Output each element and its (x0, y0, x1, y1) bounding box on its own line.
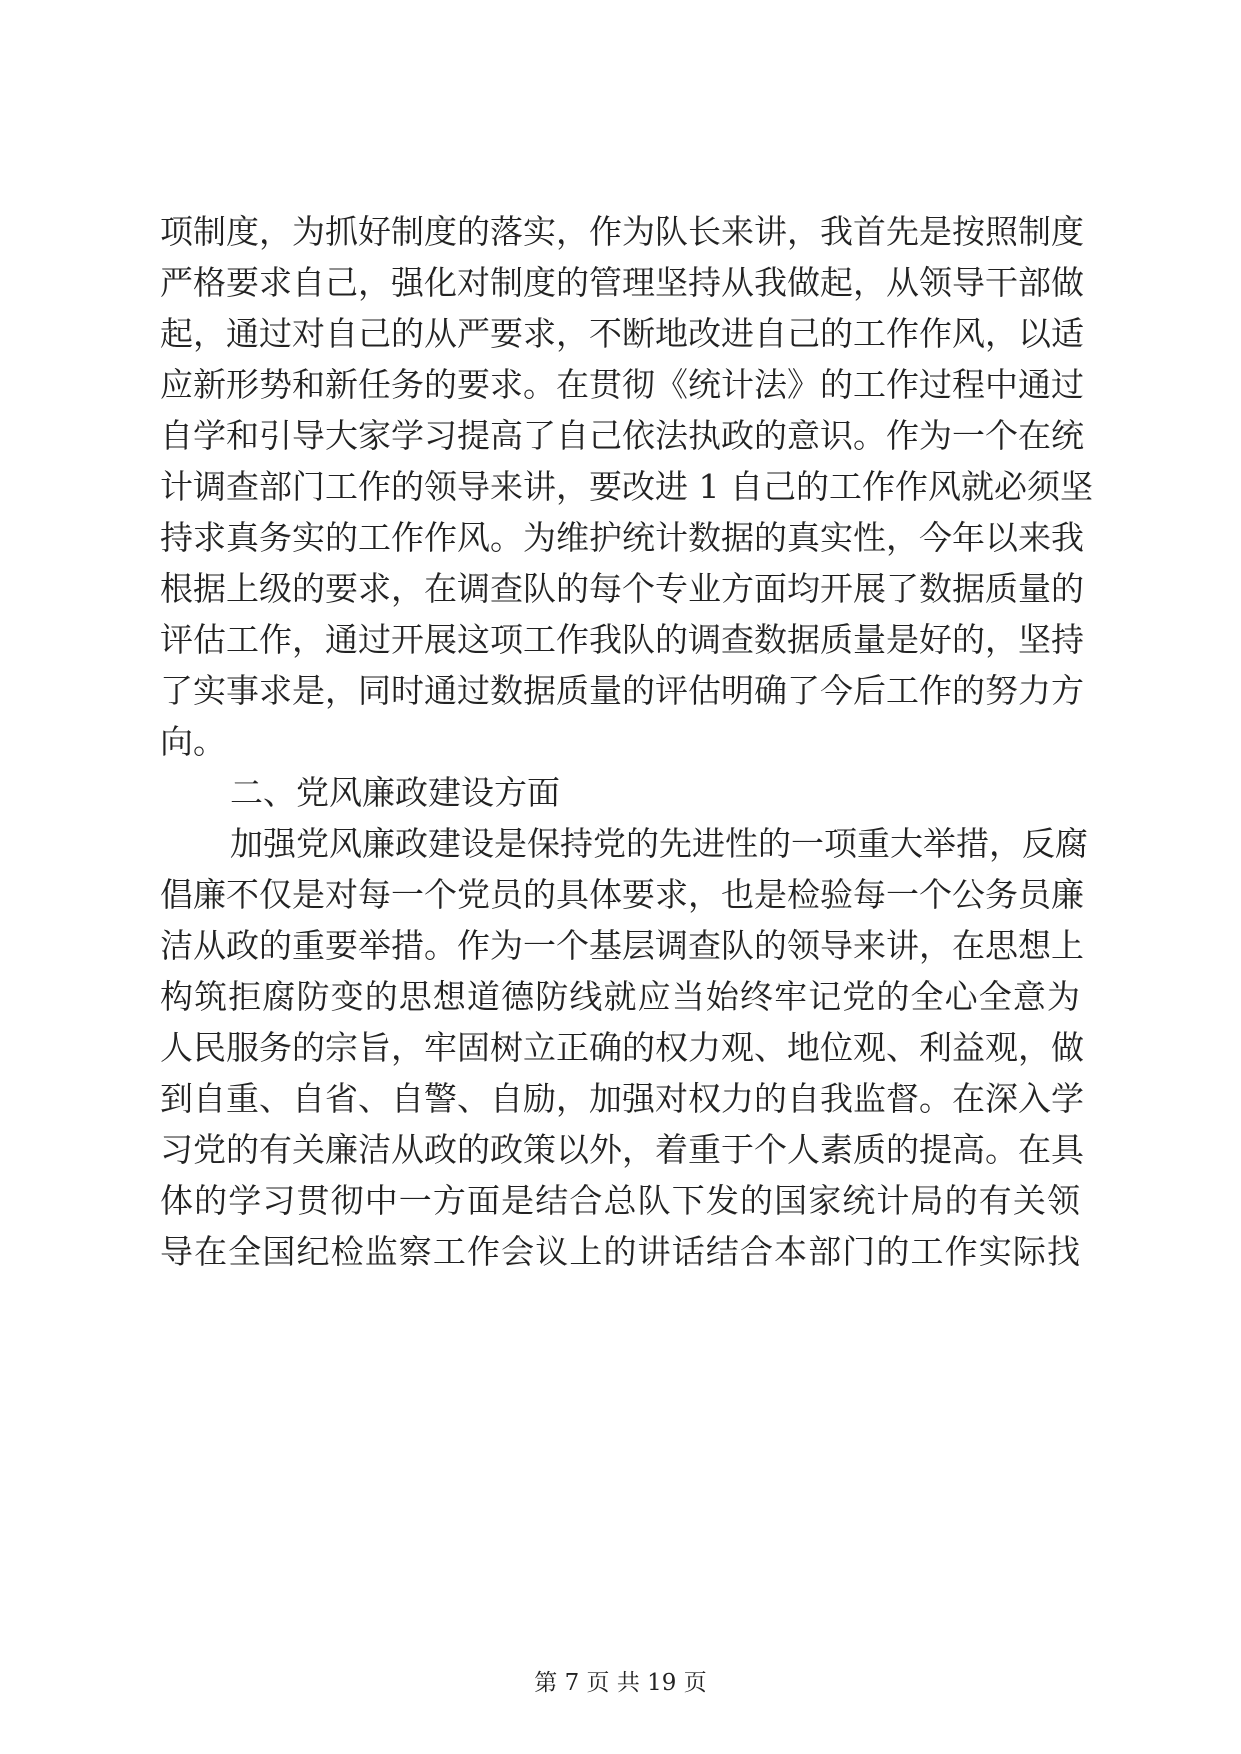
paragraph-1 (160, 206, 1093, 767)
section-heading-text: 二、党风廉政建设方面 (230, 773, 560, 812)
text-line: 倡廉不仅是对每一个党员的具体要求，也是检验每一个公务员廉 (160, 875, 1084, 914)
text-line: 习党的有关廉洁从政的政策以外，着重于个人素质的提高。在具 (160, 1130, 1084, 1169)
text-line: 计调查部门工作的领导来讲，要改进 1 自己的工作作风就必须坚 (160, 467, 1093, 506)
text-line: 人民服务的宗旨，牢固树立正确的权力观、地位观、利益观，做 (160, 1028, 1084, 1067)
text-line: 持求真务实的工作作风。为维护统计数据的真实性，今年以来我 (160, 518, 1084, 557)
text-line: 严格要求自己，强化对制度的管理坚持从我做起，从领导干部做 (160, 263, 1084, 302)
text-line: 导在全国纪检监察工作会议上的讲话结合本部门的工作实际找 (160, 1232, 1080, 1271)
paragraph-2 (160, 818, 1088, 1277)
text-line: 向。 (160, 722, 226, 761)
text-line: 到自重、自省、自警、自励，加强对权力的自我监督。在深入学 (160, 1079, 1084, 1118)
text-line: 根据上级的要求，在调查队的每个专业方面均开展了数据质量的 (160, 569, 1084, 608)
page-number-footer: 第 7 页 共 19 页 (534, 1670, 707, 1696)
text-line: 项制度，为抓好制度的落实，作为队长来讲，我首先是按照制度 (160, 212, 1084, 251)
text-line: 起，通过对自己的从严要求，不断地改进自己的工作作风，以适 (160, 314, 1084, 353)
text-line: 构筑拒腐防变的思想道德防线就应当始终牢记党的全心全意为 (160, 977, 1080, 1016)
text-line: 评估工作，通过开展这项工作我队的调查数据质量是好的，坚持 (160, 620, 1084, 659)
text-line: 了实事求是，同时通过数据质量的评估明确了今后工作的努力方 (160, 671, 1084, 710)
document-body (160, 206, 1093, 1277)
text-line: 洁从政的重要举措。作为一个基层调查队的领导来讲，在思想上 (160, 926, 1084, 965)
text-line: 体的学习贯彻中一方面是结合总队下发的国家统计局的有关领 (160, 1181, 1080, 1220)
text-line: 加强党风廉政建设是保持党的先进性的一项重大举措，反腐 (230, 824, 1088, 863)
section-heading (160, 767, 1080, 818)
text-line: 应新形势和新任务的要求。在贯彻《统计法》的工作过程中通过 (160, 365, 1084, 404)
text-line: 自学和引导大家学习提高了自己依法执政的意识。作为一个在统 (160, 416, 1084, 455)
